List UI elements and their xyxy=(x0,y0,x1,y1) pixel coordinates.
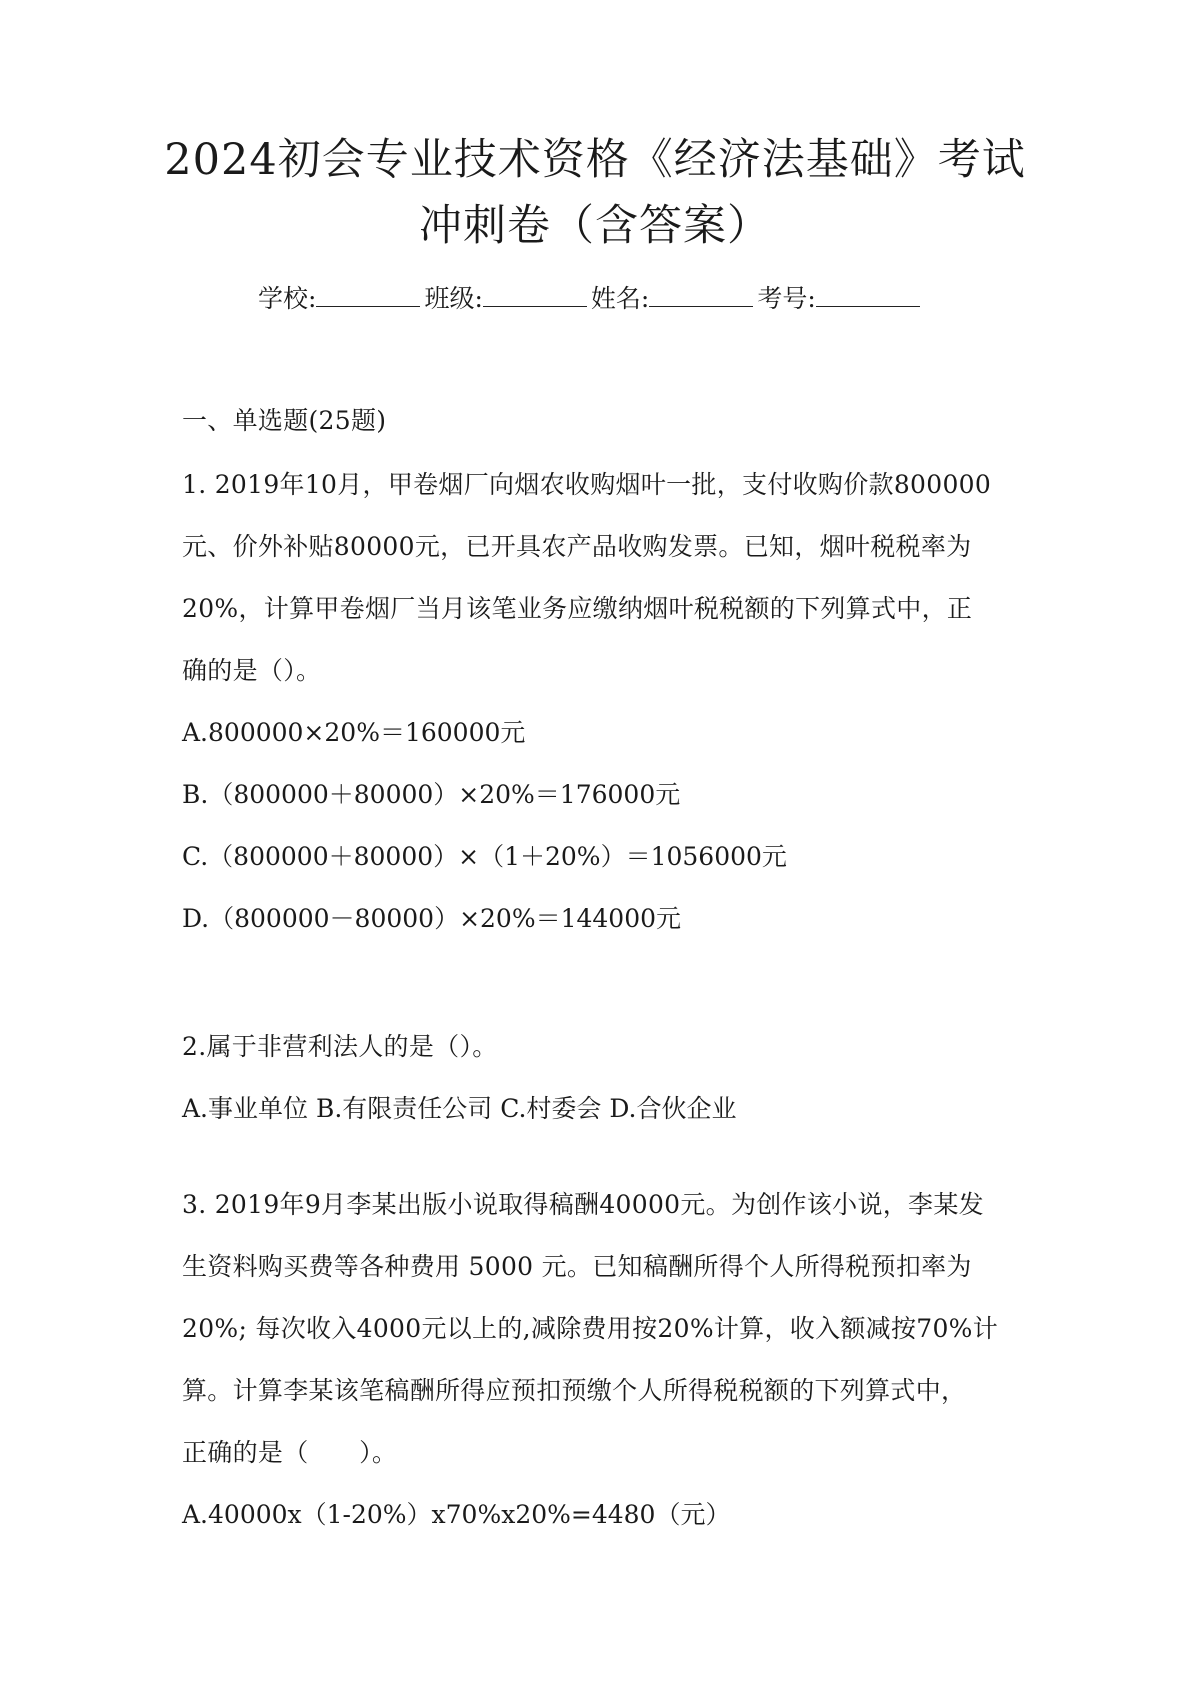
q1-stem-line-4: 确的是（）。 xyxy=(182,656,322,685)
name-blank xyxy=(649,280,753,307)
name-label: 姓名: xyxy=(590,284,650,313)
q1-stem-line-2: 元、价外补贴80000元，已开具农产品收购发票。已知，烟叶税税率为 xyxy=(182,532,972,561)
class-blank xyxy=(483,280,587,307)
school-label: 学校: xyxy=(258,284,317,313)
number-label: 考号: xyxy=(757,284,816,313)
q2-stem: 2.属于非营利法人的是（）。 xyxy=(182,1032,498,1061)
class-label: 班级: xyxy=(424,284,483,313)
q1-option-d: D.（800000－80000）×20%＝144000元 xyxy=(182,904,682,933)
number-blank xyxy=(816,280,920,307)
q1-option-c: C.（800000＋80000）×（1＋20%）＝1056000元 xyxy=(182,842,787,871)
q1-stem-line-1: 1. 2019年10月，甲卷烟厂向烟农收购烟叶一批，支付收购价款800000 xyxy=(182,470,992,499)
q1-option-b: B.（800000＋80000）×20%＝176000元 xyxy=(182,780,681,809)
q3-stem-line-1: 3. 2019年9月李某出版小说取得稿酬40000元。为创作该小说，李某发 xyxy=(182,1190,984,1219)
q3-option-a: A.40000x（1-20%）x70%x20%=4480（元） xyxy=(182,1500,731,1529)
q3-stem-line-2: 生资料购买费等各种费用 5000 元。已知稿酬所得个人所得税预扣率为 xyxy=(182,1252,972,1281)
student-info-row xyxy=(258,280,924,316)
document-title-line-1: 2024初会专业技术资格《经济法基础》考试 xyxy=(164,135,1026,185)
school-blank xyxy=(316,280,420,307)
q3-stem-line-5: 正确的是（ ）。 xyxy=(182,1438,398,1467)
document-title-line-2: 冲刺卷（含答案） xyxy=(419,201,771,251)
q2-options: A.事业单位 B.有限责任公司 C.村委会 D.合伙企业 xyxy=(182,1094,737,1123)
q1-stem-line-3: 20%，计算甲卷烟厂当月该笔业务应缴纳烟叶税税额的下列算式中，正 xyxy=(182,594,973,623)
q1-option-a: A.800000×20%＝160000元 xyxy=(182,718,526,747)
section-heading: 一、单选题(25题) xyxy=(182,406,387,435)
q3-stem-line-3: 20%; 每次收入4000元以上的,减除费用按20%计算，收入额减按70%计 xyxy=(182,1314,999,1343)
q3-stem-line-4: 算。计算李某该笔稿酬所得应预扣预缴个人所得税税额的下列算式中， xyxy=(182,1376,967,1405)
